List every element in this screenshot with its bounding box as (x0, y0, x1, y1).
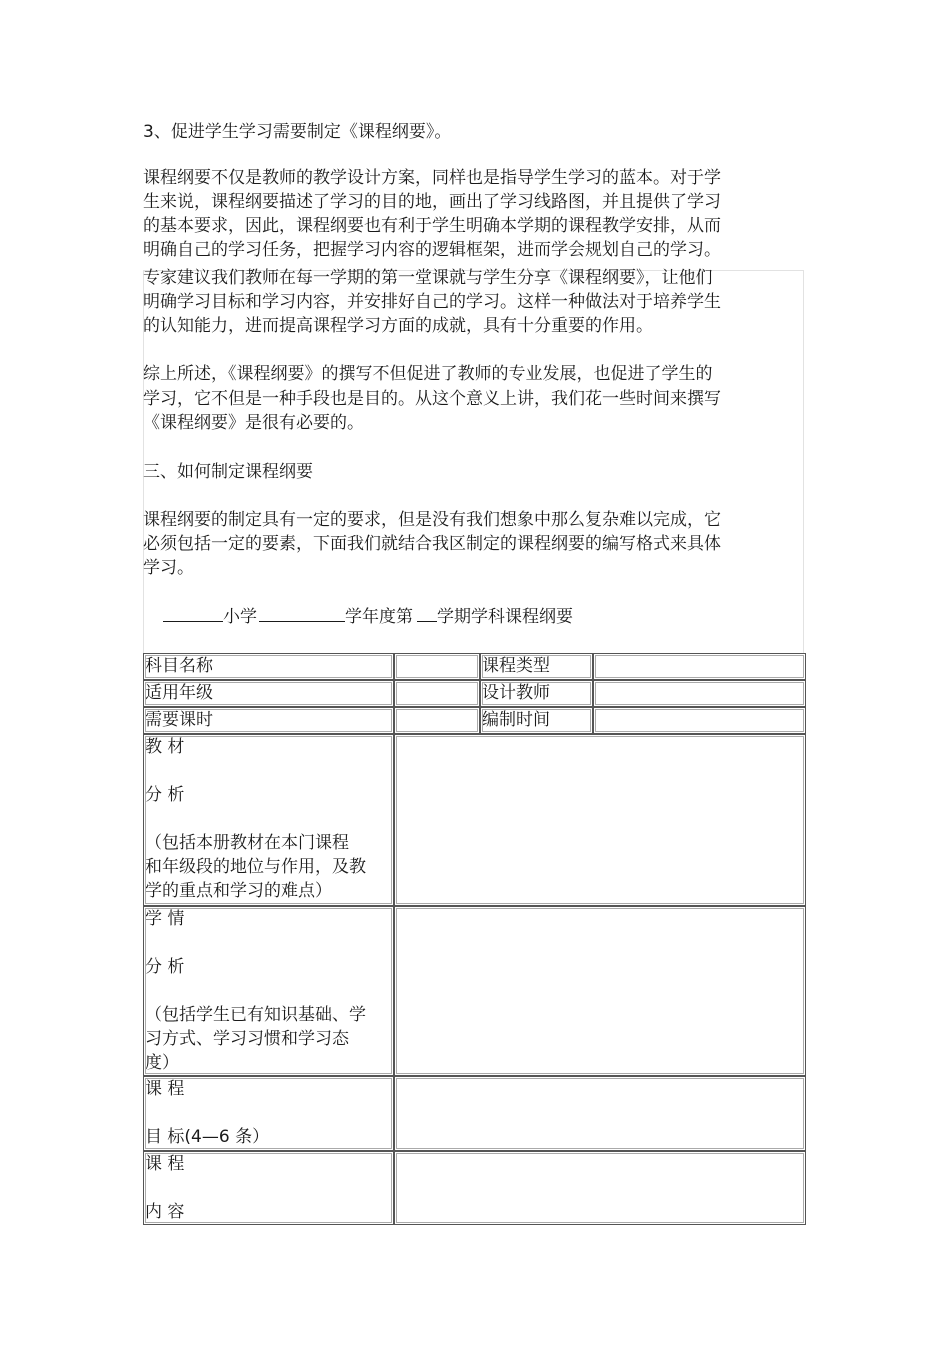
table-row (143, 653, 806, 680)
field-hours[interactable] (394, 707, 480, 734)
goal-line-1: 课 程 (145, 1079, 185, 1099)
label-course-type: 课程类型 (480, 653, 593, 680)
label-material-analysis (143, 734, 394, 906)
field-course-content[interactable] (394, 1151, 806, 1225)
paragraph-2-line: 学习，它不但是一种手段也是目的。从这个意义上讲，我们花一些时间来撰写 (143, 389, 721, 409)
material-line-1: 教 材 (145, 737, 185, 757)
material-line-2: 分 析 (145, 785, 185, 805)
form-title-school: 小学 (223, 607, 257, 627)
table-row (143, 707, 806, 734)
blank-term[interactable] (417, 604, 437, 622)
content-line-2: 内 容 (145, 1202, 185, 1222)
label-subject-name: 科目名称 (143, 653, 394, 680)
paragraph-2-line: 《课程纲要》是很有必要的。 (143, 413, 364, 433)
field-subject-name[interactable] (394, 653, 480, 680)
table-row (143, 1151, 806, 1225)
field-course-goals[interactable] (394, 1076, 806, 1151)
blank-year[interactable] (259, 604, 345, 622)
material-note-2: 和年级段的地位与作用，及教 (145, 857, 366, 877)
label-grade: 适用年级 (143, 680, 394, 707)
label-designer: 设计教师 (480, 680, 593, 707)
field-grade[interactable] (394, 680, 480, 707)
paragraph-3-line: 课程纲要的制定具有一定的要求，但是没有我们想象中那么复杂难以完成，它 (143, 510, 721, 530)
paragraph-1-line: 生来说，课程纲要描述了学习的目的地，画出了学习线路图，并且提供了学习 (143, 192, 721, 212)
field-student-analysis[interactable] (394, 906, 806, 1076)
label-course-goals (143, 1076, 394, 1151)
paragraph-3-line: 学习。 (143, 558, 194, 578)
paragraph-1-line: 的认知能力，进而提高课程学习方面的成就，具有十分重要的作用。 (143, 316, 653, 336)
paragraph-3-line: 必须包括一定的要素，下面我们就结合我区制定的课程纲要的编写格式来具体 (143, 534, 721, 554)
material-note-3: 学的重点和学习的难点） (145, 881, 332, 901)
form-title (163, 604, 573, 629)
table-row (143, 680, 806, 707)
material-note-1: （包括本册教材在本门课程 (145, 833, 349, 853)
course-outline-table (143, 653, 806, 1225)
table-row (143, 1076, 806, 1151)
label-hours: 需要课时 (143, 707, 394, 734)
paragraph-1-line: 专家建议我们教师在每一学期的第一堂课就与学生分享《课程纲要》，让他们 (143, 268, 713, 288)
paragraph-1-line: 的基本要求，因此，课程纲要也有利于学生明确本学期的课程教学安排，从而 (143, 216, 721, 236)
situation-note-2: 习方式、学习习惯和学习态 (145, 1029, 349, 1049)
field-material-analysis[interactable] (394, 734, 806, 906)
section-three-heading: 三、如何制定课程纲要 (143, 462, 313, 482)
table-row (143, 734, 806, 906)
blank-school[interactable] (163, 604, 223, 622)
situation-note-1: （包括学生已有知识基础、学 (145, 1005, 366, 1025)
form-title-year: 学年度第 (345, 607, 413, 627)
situation-line-2: 分 析 (145, 957, 185, 977)
label-course-content (143, 1151, 394, 1225)
field-compile-time[interactable] (593, 707, 806, 734)
paragraph-2-line: 综上所述，《课程纲要》的撰写不但促进了教师的专业发展，也促进了学生的 (143, 364, 713, 384)
label-compile-time: 编制时间 (480, 707, 593, 734)
goal-line-2: 目 标(4—6 条） (145, 1127, 270, 1147)
form-title-term: 学期学科课程纲要 (437, 607, 573, 627)
content-line-1: 课 程 (145, 1154, 185, 1174)
field-designer[interactable] (593, 680, 806, 707)
label-student-analysis (143, 906, 394, 1076)
paragraph-1-line: 课程纲要不仅是教师的教学设计方案，同样也是指导学生学习的蓝本。对于学 (143, 168, 721, 188)
section-3-heading: 3、促进学生学习需要制定《课程纲要》。 (143, 122, 452, 142)
table-row (143, 906, 806, 1076)
situation-line-1: 学 情 (145, 909, 185, 929)
field-course-type[interactable] (593, 653, 806, 680)
paragraph-1-line: 明确学习目标和学习内容，并安排好自己的学习。这样一种做法对于培养学生 (143, 292, 721, 312)
paragraph-1-line: 明确自己的学习任务，把握学习内容的逻辑框架，进而学会规划自己的学习。 (143, 240, 721, 260)
situation-note-3: 度） (145, 1053, 179, 1073)
